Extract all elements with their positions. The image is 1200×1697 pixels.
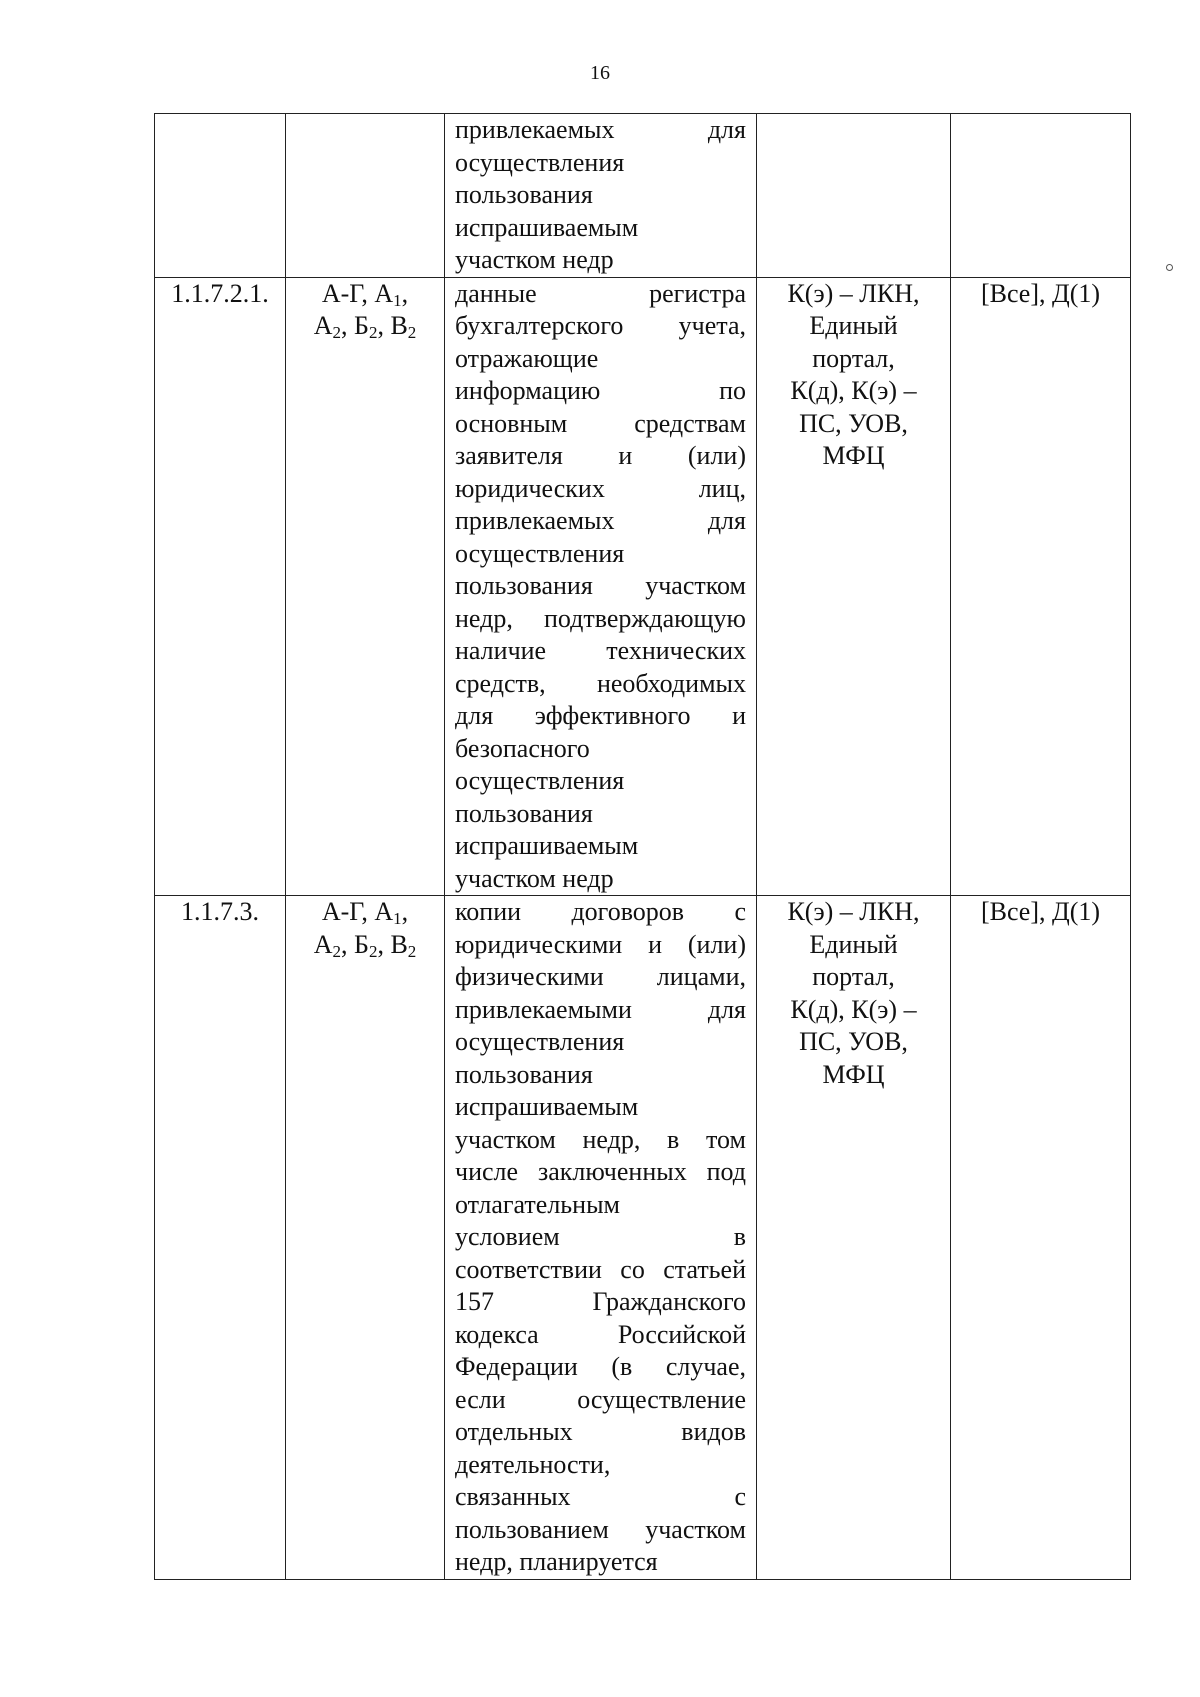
description-line: участком недр, в том bbox=[455, 1124, 746, 1154]
category-line: А-Г, $А_1$, bbox=[321, 278, 409, 310]
table-row bbox=[155, 277, 1131, 896]
description-line: пользования участком bbox=[455, 571, 746, 600]
description-line: основным средствам bbox=[455, 408, 746, 438]
description-line: числе заключенных под bbox=[455, 1157, 746, 1186]
document-description bbox=[445, 114, 757, 278]
description-line: Федерации (в случае, bbox=[455, 1352, 746, 1381]
description-line: недр, подтверждающую bbox=[455, 603, 746, 633]
description-line: юридическими и (или) bbox=[455, 929, 746, 959]
category-line: $А_2$, $Б_2$, $В_2$ bbox=[313, 929, 417, 961]
submission-method-line: Единый bbox=[809, 929, 898, 959]
description-line: кодекса Российской bbox=[455, 1319, 746, 1349]
applicability-note bbox=[951, 114, 1131, 278]
submission-methods bbox=[757, 114, 951, 278]
description-line: осуществления bbox=[455, 147, 625, 177]
category-line: $А_2$, $Б_2$, $В_2$ bbox=[313, 311, 417, 342]
description-line: бухгалтерского учета, bbox=[455, 311, 746, 340]
document-description bbox=[445, 277, 757, 896]
description-line: испрашиваемым bbox=[455, 212, 639, 242]
submission-method-line: ПС, УОВ, bbox=[799, 1027, 908, 1056]
description-line: деятельности, bbox=[455, 1449, 611, 1479]
description-line: отлагательным bbox=[455, 1189, 620, 1219]
description-line: отдельных видов bbox=[455, 1417, 746, 1446]
submission-methods bbox=[757, 896, 951, 1580]
margin-mark bbox=[1166, 264, 1173, 271]
description-line: пользования bbox=[455, 1059, 593, 1089]
description-line: заявителя и (или) bbox=[455, 441, 746, 470]
submission-method-line: К(э) – ЛКН, bbox=[787, 897, 920, 926]
submission-method-line: Единый bbox=[809, 311, 898, 340]
submission-method-line: МФЦ bbox=[822, 1059, 885, 1089]
description-line: копии договоров с bbox=[455, 897, 746, 926]
description-line: недр, планируется bbox=[455, 1547, 658, 1576]
description-line: испрашиваемым bbox=[455, 831, 639, 860]
category-line: А-Г, $А_1$, bbox=[321, 897, 409, 928]
description-line: пользованием участком bbox=[455, 1514, 746, 1544]
description-line: участком недр bbox=[455, 863, 614, 893]
submission-methods bbox=[757, 277, 951, 896]
description-line: соответствии со статьей bbox=[455, 1254, 746, 1284]
table-row bbox=[155, 114, 1131, 278]
description-line: участком недр bbox=[455, 245, 614, 274]
submission-method-line: ПС, УОВ, bbox=[799, 408, 908, 438]
description-line: осуществления bbox=[455, 766, 625, 795]
submission-method-line: портал, bbox=[812, 343, 895, 373]
submission-method-line: К(д), К(э) – bbox=[790, 376, 917, 405]
description-line: для эффективного и bbox=[455, 701, 746, 730]
applicability-note: [Все], Д(1) bbox=[951, 277, 1131, 896]
item-number: 1.1.7.2.1. bbox=[155, 277, 286, 896]
description-line: осуществления bbox=[455, 1027, 625, 1056]
table-row bbox=[155, 896, 1131, 1580]
description-line: пользования bbox=[455, 798, 593, 828]
description-line: испрашиваемым bbox=[455, 1092, 639, 1121]
description-line: данные регистра bbox=[455, 278, 746, 308]
submission-method-line: К(д), К(э) – bbox=[790, 994, 917, 1024]
description-line: пользования bbox=[455, 180, 593, 209]
description-line: условием в bbox=[455, 1222, 746, 1251]
description-line: привлекаемыми для bbox=[455, 994, 746, 1024]
description-line: если осуществление bbox=[455, 1384, 746, 1414]
categories-cell bbox=[286, 114, 445, 278]
description-line: отражающие bbox=[455, 343, 599, 373]
description-line: привлекаемых для bbox=[455, 506, 746, 535]
description-line: связанных с bbox=[455, 1482, 746, 1511]
submission-method-line: портал, bbox=[812, 962, 895, 991]
description-line: средств, необходимых bbox=[455, 668, 746, 698]
item-number bbox=[155, 114, 286, 278]
page-number: 16 bbox=[590, 62, 610, 84]
description-line: безопасного bbox=[455, 733, 590, 763]
categories-cell bbox=[286, 277, 445, 896]
description-line: осуществления bbox=[455, 538, 625, 568]
item-number: 1.1.7.3. bbox=[155, 896, 286, 1580]
description-line: 157 Гражданского bbox=[455, 1287, 746, 1316]
description-line: физическими лицами, bbox=[455, 962, 746, 991]
description-line: юридических лиц, bbox=[455, 473, 746, 503]
documents-table bbox=[154, 113, 1131, 1580]
description-line: информацию по bbox=[455, 376, 746, 405]
categories-cell bbox=[286, 896, 445, 1580]
description-line: привлекаемых для bbox=[455, 115, 746, 144]
submission-method-line: К(э) – ЛКН, bbox=[787, 278, 920, 308]
description-line: наличие технических bbox=[455, 636, 746, 665]
document-description bbox=[445, 896, 757, 1580]
applicability-note: [Все], Д(1) bbox=[951, 896, 1131, 1580]
submission-method-line: МФЦ bbox=[822, 441, 885, 470]
